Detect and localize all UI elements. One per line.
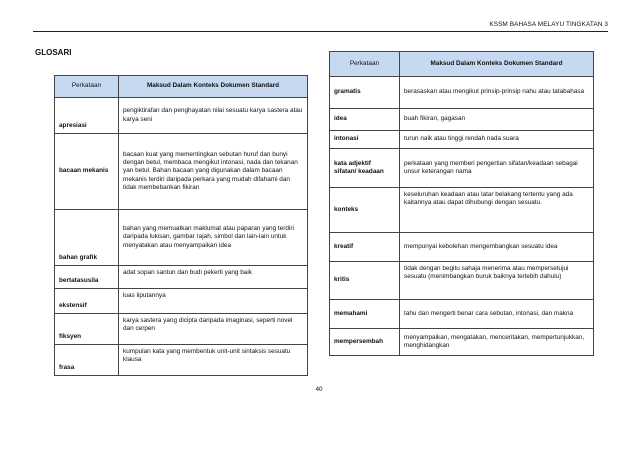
meaning-cell: luas liputannya — [119, 289, 308, 314]
meaning-cell: tidak dengan begitu sahaja menerima atau mempersetujui sesuatu (menimbangkan buruk baiknya terlebih dahulu) — [400, 262, 594, 300]
table-row — [55, 134, 308, 210]
meaning-cell: berasaskan atau mengikut prinsip-prinsip nahu atau tatabahasa — [400, 77, 594, 109]
meaning-cell: menyampaikan, mengatakan, menceritakan, mempertunjukkan, menghidangkan — [400, 329, 594, 356]
meaning-cell: perkataan yang memberi pengertian sifatan/keadaan sebagai unsur keterangan nama — [400, 149, 594, 188]
meaning-cell: karya sastera yang dicipta daripada imaginasi, seperti novel dan cerpen — [119, 314, 308, 345]
table-row — [330, 262, 594, 300]
meaning-cell: bahan yang memuatkan maklumat atau paparan yang terdiri daripada lukisan, gambar rajah, simbol dan lain-lain untuk menyatakan atau menyampaikan idea — [119, 210, 308, 266]
meaning-cell: turun naik atau tinggi rendah nada suara — [400, 131, 594, 149]
meaning-cell: buah fikiran, gagasan — [400, 109, 594, 131]
term-cell: apresiasi — [55, 98, 119, 134]
table-header-row — [330, 52, 594, 77]
table-row — [55, 289, 308, 314]
term-cell: kreatif — [330, 233, 400, 262]
table-row — [330, 149, 594, 188]
header-divider — [33, 31, 608, 32]
page-number: 40 — [315, 386, 323, 393]
table-row — [55, 314, 308, 345]
table-row — [55, 345, 308, 376]
table-row — [330, 233, 594, 262]
term-cell: bertatasusila — [55, 266, 119, 289]
meaning-cell: tahu dan mengerti benar cara sebutan, intonasi, dan makna — [400, 300, 594, 329]
term-cell: kata adjektif sifatan/ keadaan — [330, 149, 400, 188]
table-row — [330, 300, 594, 329]
document-header-title: KSSM BAHASA MELAYU TINGKATAN 3 — [489, 21, 608, 28]
glossary-table-left — [54, 75, 308, 376]
table-row — [330, 329, 594, 356]
meaning-cell: pengiktirafan dan penghayatan nilai sesuatu karya sastera atau karya seni — [119, 98, 308, 134]
term-cell: memahami — [330, 300, 400, 329]
term-cell: ekstensif — [55, 289, 119, 314]
column-header-term: Perkataan — [330, 52, 400, 77]
meaning-cell: mempunyai kebolehan mengembangkan sesuatu idea — [400, 233, 594, 262]
term-cell: konteks — [330, 188, 400, 233]
term-cell: bahan grafik — [55, 210, 119, 266]
table-row — [55, 210, 308, 266]
term-cell: bacaan mekanis — [55, 134, 119, 210]
table-row — [330, 109, 594, 131]
meaning-cell: adat sopan santun dan budi pekerti yang baik — [119, 266, 308, 289]
table-header-row — [55, 76, 308, 98]
term-cell: intonasi — [330, 131, 400, 149]
meaning-cell: keseluruhan keadaan atau latar belakang tertentu yang ada kaitannya atau dapat dihubungi dengan sesuatu. — [400, 188, 594, 233]
term-cell: gramatis — [330, 77, 400, 109]
term-cell: mempersembah — [330, 329, 400, 356]
meaning-cell: kumpulan kata yang membentuk unit-unit sintaksis sesuatu klausa — [119, 345, 308, 376]
column-header-term: Perkataan — [55, 76, 119, 98]
table-row — [330, 77, 594, 109]
column-header-meaning: Maksud Dalam Konteks Dokumen Standard — [400, 52, 594, 77]
column-header-meaning: Maksud Dalam Konteks Dokumen Standard — [119, 76, 308, 98]
term-cell: fiksyen — [55, 314, 119, 345]
table-row — [55, 266, 308, 289]
term-cell: frasa — [55, 345, 119, 376]
table-row — [330, 131, 594, 149]
term-cell: idea — [330, 109, 400, 131]
term-cell: kritis — [330, 262, 400, 300]
glossary-table-right — [329, 51, 594, 356]
table-row — [55, 98, 308, 134]
table-row — [330, 188, 594, 233]
section-title: GLOSARI — [35, 48, 72, 57]
meaning-cell: bacaan kuat yang mementingkan sebutan huruf dan bunyi dengan betul, membaca mengikut intonasi, nada dan tekanan yan betul. Bahan bacaan yang digunakan dalam bacaan mekanis terdiri daripada perkara yang mudah difahami dan tidak membebankan fikiran — [119, 134, 308, 210]
